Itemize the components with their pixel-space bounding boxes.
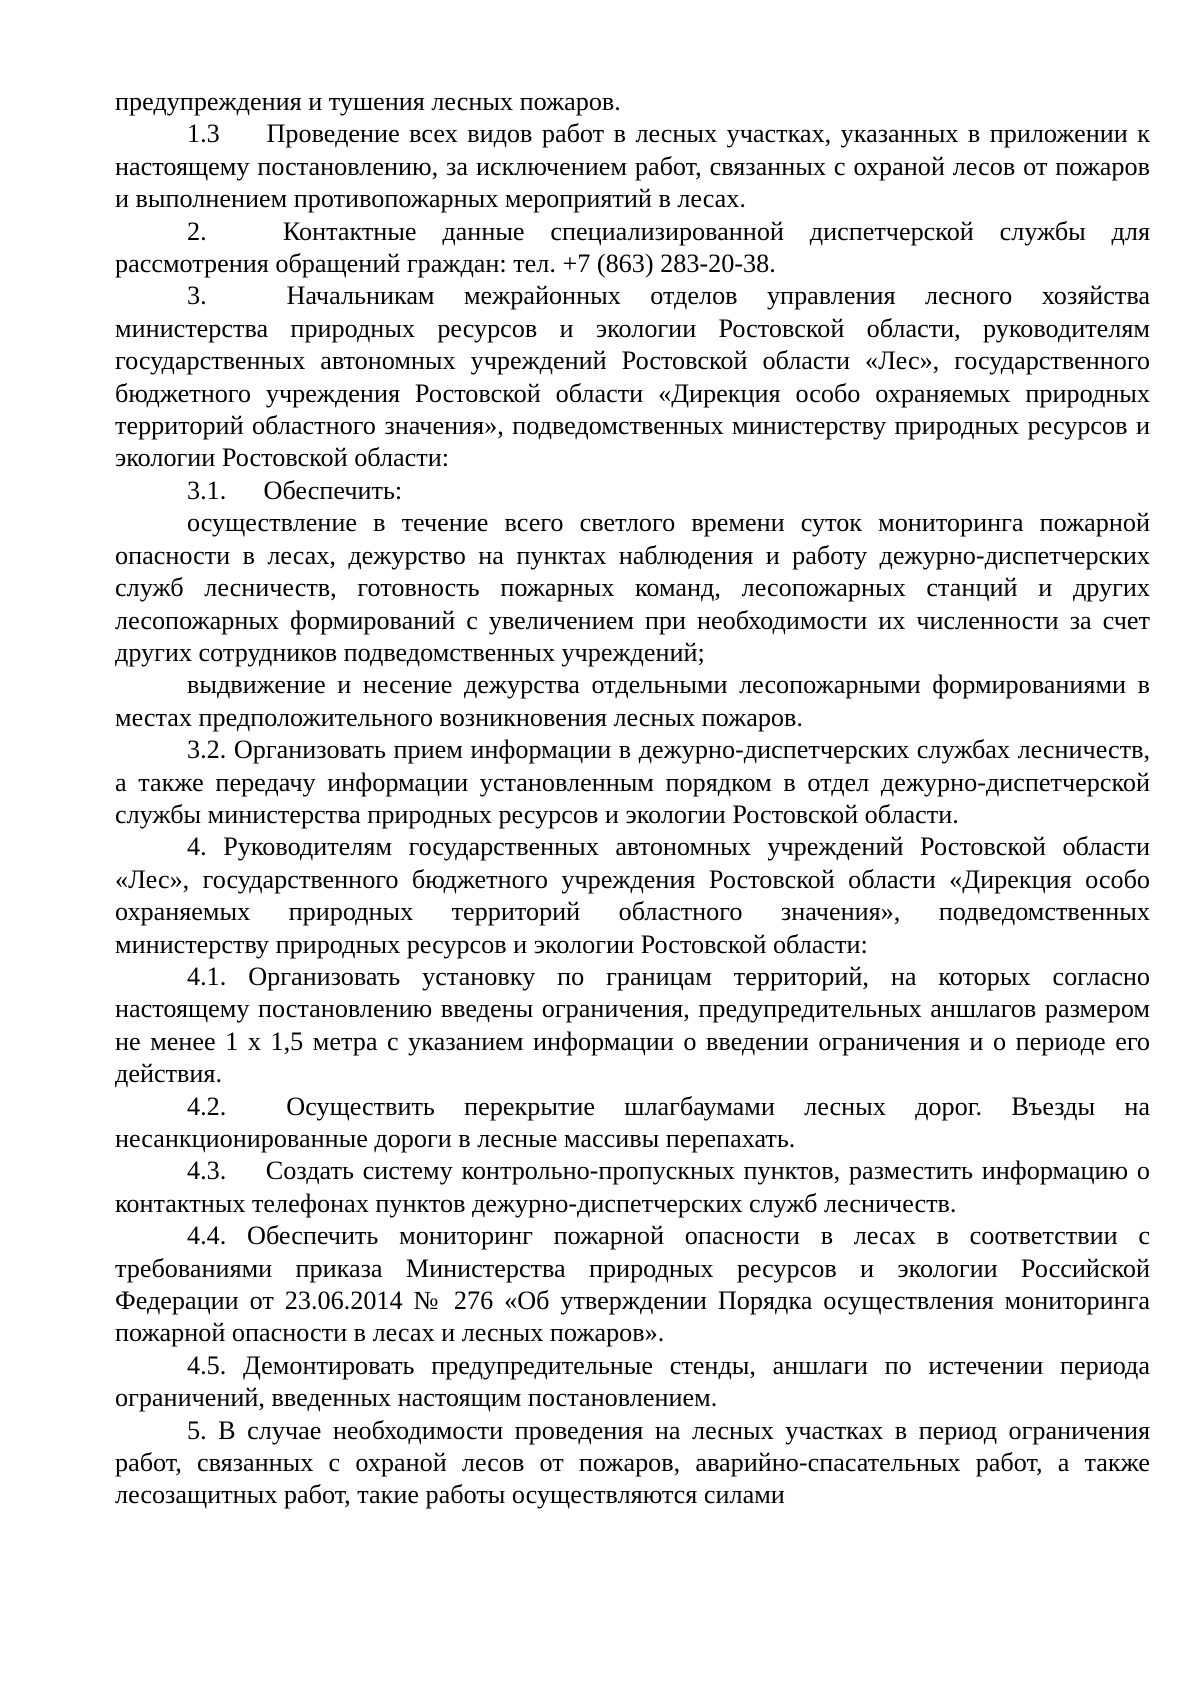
paragraph-text: Обеспечить: <box>263 475 403 505</box>
paragraph-text: Начальникам межрайонных отделов управления лесного хозяйства министерства природных ресурсов и экологии Ростовской области, руководителям государственных автономных учреждений Ростовской области «Лес», государственного бюджетного учреждения Ростовской области «Дирекция особо охраняемых природных территорий областного значения», подведомственных министерству природных ресурсов и экологии Ростовской области: <box>115 281 1150 473</box>
paragraph-text: Осуществить перекрытие шлагбаумами лесных дорог. Въезды на несанкционированные дороги в лесные массивы перепахать. <box>115 1091 1150 1153</box>
paragraph-text: Контактные данные специализированной диспетчерской службы для рассмотрения обращений граждан: тел. +7 (863) 283-20-38. <box>115 216 1150 279</box>
paragraph-text: выдвижение и несение дежурства отдельными лесопожарными формированиями в местах предположительного возникновения лесных пожаров. <box>115 670 1150 732</box>
paragraph-4-3 <box>115 1155 1150 1220</box>
paragraph-text: Демонтировать предупредительные стенды, аншлаги по истечении периода ограничений, введенных настоящим постановлением. <box>115 1350 1151 1413</box>
paragraph-continuation <box>115 86 1150 118</box>
paragraph-number: 3. <box>187 281 207 311</box>
paragraph-text: Руководителям государственных автономных учреждений Ростовской области «Лес», государственного бюджетного учреждения Ростовской области «Дирекция особо охраняемых природных территорий областного значения», подведомственных министерству природных ресурсов и экологии Ростовской области: <box>115 832 1150 959</box>
paragraph-text: осуществление в течение всего светлого времени суток мониторинга пожарной опасности в лесах, дежурство на пунктах наблюдения и работу дежурно-диспетчерских служб лесничеств, готовность пожарных команд, лесопожарных станций и других лесопожарных формирований с увеличением при необходимости их численности за счет других сотрудников подведомственных учреждений; <box>115 508 1150 667</box>
paragraph-text: Обеспечить мониторинг пожарной опасности в лесах в соответствии с требованиями приказа Министерства природных ресурсов и экологии Российской Федерации от 23.06.2014 № 276 «Об утверждении Порядка осуществления мониторинга пожарной опасности в лесах и лесных пожаров». <box>115 1221 1150 1348</box>
paragraph-text: Проведение всех видов работ в лесных участках, указанных в приложении к настоящему постановлению, за исключением работ, связанных с охраной лесов от пожаров и выполнением противопожарных мероприятий в лесах. <box>115 119 1150 214</box>
paragraph-number: 4.4. <box>187 1221 227 1251</box>
paragraph-number: 4.3. <box>187 1156 227 1186</box>
paragraph-text: предупреждения и тушения лесных пожаров. <box>115 87 621 116</box>
paragraph-number: 5. <box>187 1415 207 1445</box>
paragraph-4-2 <box>115 1091 1150 1156</box>
paragraph-5 <box>115 1415 1150 1512</box>
paragraph-number: 4.2. <box>187 1091 227 1121</box>
paragraph-number: 4. <box>187 832 207 862</box>
paragraph-3-2 <box>115 734 1150 831</box>
paragraph-2 <box>115 216 1150 281</box>
paragraph-4-4 <box>115 1220 1150 1350</box>
paragraph-3 <box>115 280 1150 474</box>
paragraph-1-3 <box>115 118 1150 215</box>
paragraph-4-5 <box>115 1350 1150 1415</box>
paragraph-number: 2. <box>187 216 207 246</box>
paragraph-number: 3.2. <box>187 735 227 765</box>
paragraph-text: Организовать прием информации в дежурно-диспетчерских службах лесничеств, а также передачу информации установленным порядком в отдел дежурно-диспетчерской службы министерства природных ресурсов и экологии Ростовской области. <box>115 735 1150 829</box>
paragraph-text: Создать систему контрольно-пропускных пунктов, разместить информацию о контактных телефонах пунктов дежурно-диспетчерских служб лесничеств. <box>115 1156 1151 1218</box>
paragraph-text: Организовать установку по границам территорий, на которых согласно настоящему постановлению введены ограничения, предупредительных аншлагов размером не менее 1 х 1,5 метра с указанием информации о введении ограничения и о периоде его действия. <box>115 961 1150 1089</box>
paragraph-number: 4.1. <box>187 961 227 991</box>
paragraph-4 <box>115 831 1150 961</box>
paragraph-text: В случае необходимости проведения на лесных участках в период ограничения работ, связанных с охраной лесов от пожаров, аварийно-спасательных работ, а также лесозащитных работ, такие работы осуществляются силами <box>115 1415 1151 1510</box>
paragraph-number: 3.1. <box>187 475 227 505</box>
document-body <box>115 86 1150 1512</box>
paragraph-number: 4.5. <box>187 1350 227 1380</box>
paragraph-3-1 <box>115 475 1150 507</box>
paragraph-3-1-item-1 <box>115 507 1150 669</box>
paragraph-number: 1.3 <box>187 119 220 149</box>
paragraph-3-1-item-2 <box>115 669 1150 734</box>
paragraph-4-1 <box>115 961 1150 1091</box>
